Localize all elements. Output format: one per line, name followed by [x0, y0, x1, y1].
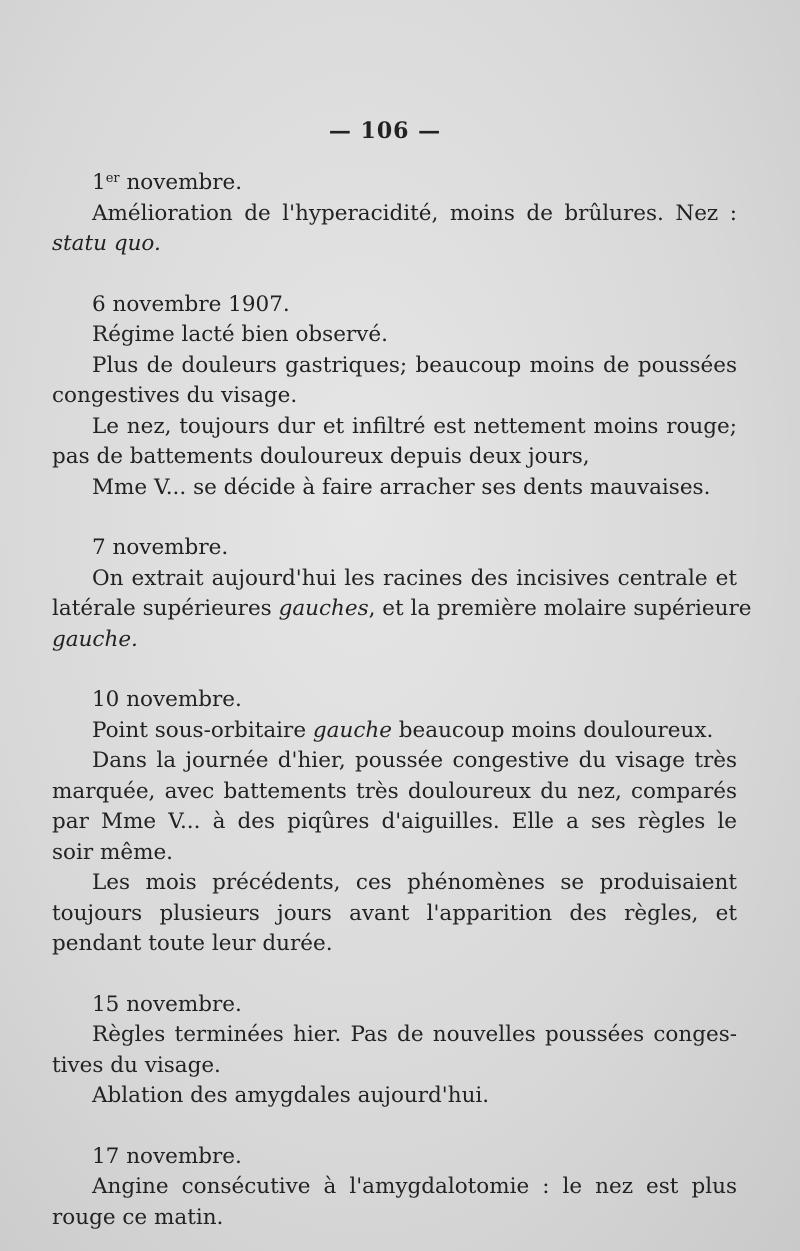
entry-line: Angine consécutive à l'amygdalotomie : le nez est plus: [92, 1174, 737, 1199]
journal-entry-nov-7: [52, 533, 752, 655]
entry-date: 7 novembre.: [92, 535, 229, 560]
entry-line: On extrait aujourd'hui les racines des incisives centrale et: [92, 565, 737, 591]
entry-line: gauche.: [52, 626, 138, 652]
entry-date: 15 novembre.: [92, 991, 242, 1017]
entry-line: Le nez, toujours dur et infiltré est nettement moins rouge;: [92, 413, 737, 439]
entry-date: 10 novembre.: [92, 687, 242, 712]
entry-line: toujours plusieurs jours avant l'apparition des règles, et: [52, 900, 737, 926]
entry-line: marquée, avec battements très douloureux du nez, comparés: [52, 778, 737, 804]
entry-line: Plus de douleurs gastriques; beaucoup moins de poussées: [92, 352, 737, 378]
entry-date: 17 novembre.: [92, 1143, 242, 1169]
entry-line: latérale supérieures gauches, et la première molaire supérieure: [52, 596, 752, 621]
entry-line: statu quo.: [52, 231, 161, 256]
entry-line: par Mme V... à des piqûres d'aiguilles. Elle a ses règles le: [52, 809, 737, 834]
entry-date: 1er novembre.: [92, 170, 243, 195]
entry-line: tives du visage.: [52, 1052, 221, 1078]
entry-line: Dans la journée d'hier, poussée congestive du visage très: [92, 748, 737, 773]
entry-line: Les mois précédents, ces phénomènes se produisaient: [92, 870, 737, 895]
journal-entry-nov-1: [52, 168, 737, 260]
entry-line: rouge ce matin.: [52, 1204, 224, 1230]
entry-line: Régime lacté bien observé.: [92, 322, 388, 347]
entry-line: Amélioration de l'hyperacidité, moins de brûlures. Nez :: [92, 200, 737, 226]
entry-line: Point sous-orbitaire gauche beaucoup moins douloureux.: [92, 717, 714, 743]
entry-date: 6 novembre 1907.: [92, 291, 290, 317]
entry-line: Règles terminées hier. Pas de nouvelles poussées conges-: [92, 1022, 737, 1047]
entry-line: congestives du visage.: [52, 383, 298, 408]
journal-entry-nov-10: [52, 685, 737, 960]
journal-entry-nov-17: [52, 1142, 737, 1234]
entry-line: pendant toute leur durée.: [52, 931, 333, 956]
journal-entry-nov-6: [52, 290, 737, 504]
entry-line: pas de battements douloureux depuis deux jours,: [52, 444, 590, 469]
entry-line: soir même.: [52, 839, 174, 865]
page-number: — 106 —: [328, 118, 442, 144]
journal-text: [52, 168, 752, 1233]
entry-line: Mme V... se décide à faire arracher ses dents mauvaises.: [92, 474, 711, 500]
journal-entry-nov-15: [52, 990, 737, 1112]
entry-line: Ablation des amygdales aujourd'hui.: [92, 1083, 490, 1108]
